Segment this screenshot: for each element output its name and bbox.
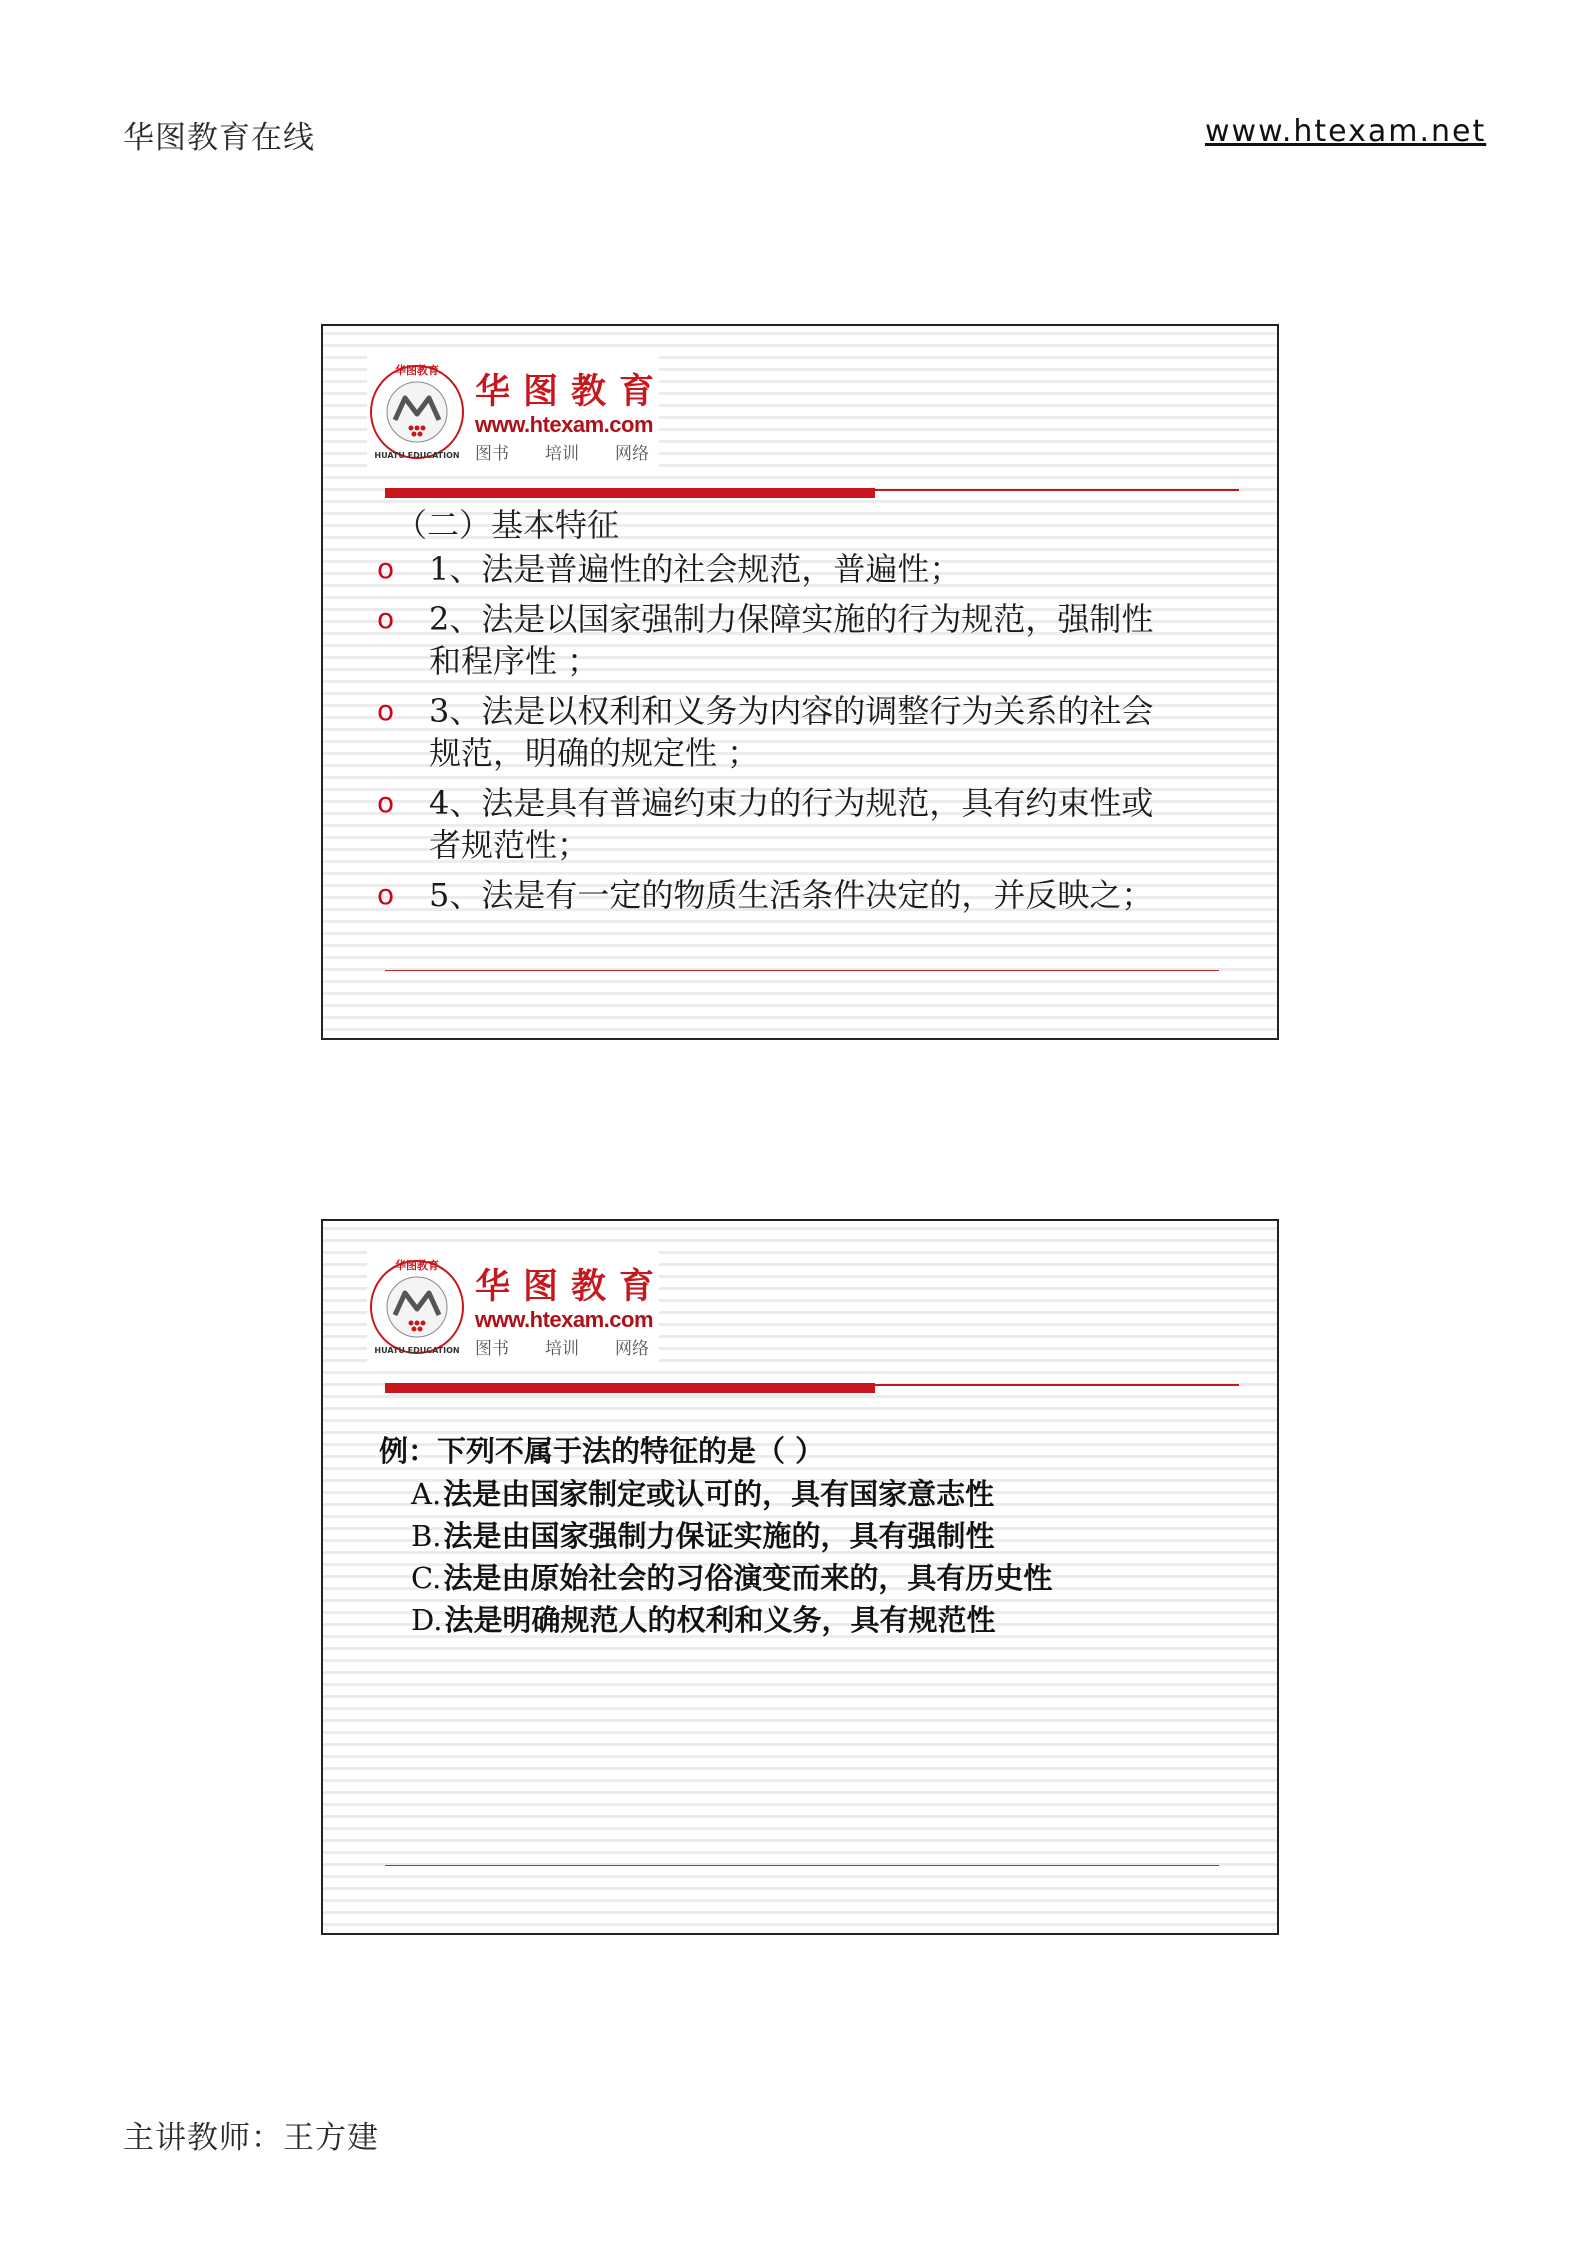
list-item-text: 2、法是以国家强制力保障实施的行为规范，强制性 xyxy=(429,600,1154,638)
red-divider-thick xyxy=(385,1383,875,1393)
bullet-circle-icon: o xyxy=(377,694,395,727)
answer-option xyxy=(411,1599,1052,1641)
list-item xyxy=(377,782,1227,866)
logo-tag-books: 图书 xyxy=(475,444,509,464)
list-item-text-cont: 者规范性； xyxy=(429,826,590,864)
bullet-circle-icon: o xyxy=(377,878,395,911)
red-divider-thin xyxy=(875,489,1239,491)
logo-ring-text-top: 华图教育 xyxy=(395,1259,439,1272)
feature-list xyxy=(377,548,1227,924)
list-item xyxy=(377,548,1227,590)
slide-bottom-rule xyxy=(385,1865,1219,1866)
answer-options xyxy=(411,1473,1052,1641)
slide-heading: （二）基本特征 xyxy=(395,506,620,544)
logo-tagline xyxy=(475,439,685,464)
slide-bottom-rule xyxy=(385,970,1219,971)
list-item-text: 3、法是以权利和义务为内容的调整行为关系的社会 xyxy=(429,692,1154,730)
logo-tag-network: 网络 xyxy=(615,444,649,464)
list-item-text-cont: 规范，明确的规定性 ； xyxy=(429,734,760,772)
logo-ring-text-bottom: HUATU EDUCATION xyxy=(374,1346,460,1355)
list-item-text: 4、法是具有普遍约束力的行为规范，具有约束性或 xyxy=(429,784,1154,822)
logo-brand-name: 华图教育 xyxy=(475,1267,668,1307)
option-text: 法是由国家强制力保证实施的，具有强制性 xyxy=(443,1519,995,1553)
option-letter: B. xyxy=(411,1519,442,1553)
huatu-emblem-icon xyxy=(367,1249,467,1365)
list-item-text: 1、法是普遍性的社会规范，普遍性； xyxy=(429,550,962,588)
list-item-text: 5、法是有一定的物质生活条件决定的，并反映之； xyxy=(429,876,1154,914)
logo-brand-name: 华图教育 xyxy=(475,372,668,412)
list-item-text-cont: 和程序性 ； xyxy=(429,642,600,680)
bullet-circle-icon: o xyxy=(377,602,395,635)
logo-tag-training: 培训 xyxy=(545,444,579,464)
logo-tag-books: 图书 xyxy=(475,1339,509,1359)
red-divider-thin xyxy=(875,1384,1239,1386)
logo-url: www.htexam.com xyxy=(475,412,654,437)
huatu-logo xyxy=(367,1249,668,1365)
logo-tagline xyxy=(475,1334,685,1359)
list-item xyxy=(377,874,1227,916)
option-letter: A. xyxy=(411,1477,442,1511)
logo-ring-text-bottom: HUATU EDUCATION xyxy=(374,451,460,460)
answer-option xyxy=(411,1557,1052,1599)
question-stem: 例：下列不属于法的特征的是（ ） xyxy=(379,1434,825,1468)
answer-option xyxy=(411,1515,1052,1557)
bullet-circle-icon: o xyxy=(377,786,395,819)
header-site-name: 华图教育在线 xyxy=(123,120,315,156)
logo-url: www.htexam.com xyxy=(475,1307,654,1332)
bullet-circle-icon: o xyxy=(377,552,395,585)
list-item xyxy=(377,690,1227,774)
logo-ring-text-top: 华图教育 xyxy=(395,364,439,377)
option-letter: D. xyxy=(411,1603,443,1637)
footer-lecturer: 主讲教师：王方建 xyxy=(123,2120,379,2156)
logo-tag-training: 培训 xyxy=(545,1339,579,1359)
logo-tag-network: 网络 xyxy=(615,1339,649,1359)
huatu-emblem-icon xyxy=(367,354,467,470)
slide-basic-features xyxy=(321,324,1279,1040)
option-text: 法是由原始社会的习俗演变而来的，具有历史性 xyxy=(443,1561,1053,1595)
list-item xyxy=(377,598,1227,682)
slide-example-question xyxy=(321,1219,1279,1935)
option-text: 法是明确规范人的权利和义务，具有规范性 xyxy=(444,1603,996,1637)
option-text: 法是由国家制定或认可的，具有国家意志性 xyxy=(443,1477,995,1511)
answer-option xyxy=(411,1473,1052,1515)
option-letter: C. xyxy=(411,1561,442,1595)
header-website-link[interactable]: www.htexam.net xyxy=(1205,114,1487,149)
red-divider-thick xyxy=(385,488,875,498)
huatu-logo xyxy=(367,354,668,470)
